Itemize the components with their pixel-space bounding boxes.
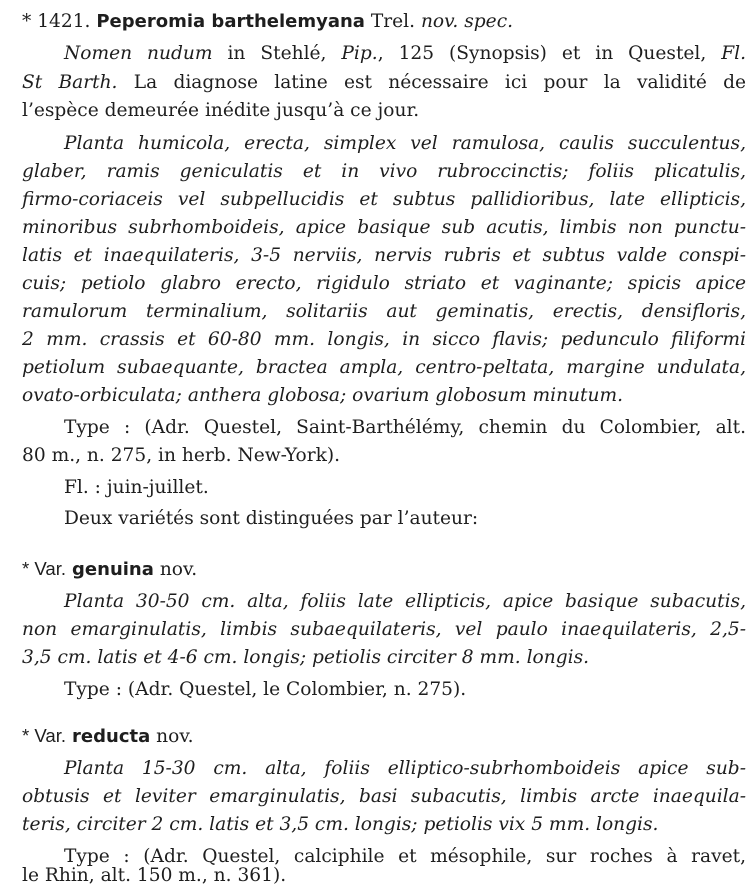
nomen-text: St Barth. xyxy=(22,72,118,93)
variety-type-line: Type : (Adr. Questel, le Colombier, n. 275). xyxy=(64,679,467,700)
diagnosis-line: cuis; petiolo glabro erecto, rigidulo striato et vaginante; spicis apice xyxy=(22,273,746,294)
nomen-text: La diagnose latine est nécessaire ici pour la validité de xyxy=(117,72,746,93)
species-heading xyxy=(22,8,746,37)
species-author: Trel. xyxy=(370,11,416,32)
variety-status: nov. xyxy=(156,726,194,747)
variety-type-line: le Rhin, alt. 150 m., n. 361). xyxy=(22,865,287,886)
diagnosis-line: 2 mm. crassis et 60-80 mm. longis, in sicco flavis; pedunculo filiformi xyxy=(22,329,746,350)
diagnosis-line: ramulorum terminalium, solitariis aut geminatis, erectis, densifloris, xyxy=(22,301,746,322)
nomen-text: Pip. xyxy=(341,43,378,64)
nomen-nudum-text: Nomen nudum xyxy=(64,43,213,64)
species-status: nov. spec. xyxy=(420,11,514,32)
species-name: Peperomia barthelemyana xyxy=(96,11,365,32)
nomen-line-1 xyxy=(64,40,746,69)
diagnosis-line: ovato-orbiculata; anthera globosa; ovarium globosum minutum. xyxy=(22,385,624,406)
varieties-intro: Deux variétés sont distinguées par l’auteur: xyxy=(64,508,479,529)
variety-type-line: Type : (Adr. Questel, calciphile et mésophile, sur roches à ravet, xyxy=(64,846,746,867)
diagnosis-line: Planta humicola, erecta, simplex vel ramulosa, caulis succulentus, xyxy=(64,133,746,154)
variety-diagnosis-line: 3,5 cm. latis et 4-6 cm. longis; petiolis circiter 8 mm. longis. xyxy=(22,647,590,668)
diagnosis-line: latis et inaequilateris, 3-5 nerviis, nervis rubris et subtus valde conspi- xyxy=(22,245,746,266)
variety-diagnosis-line: teris, circiter 2 cm. latis et 3,5 cm. longis; petiolis vix 5 mm. longis. xyxy=(22,814,659,835)
nomen-line-3: l’espèce demeurée inédite jusqu’à ce jour. xyxy=(22,100,420,121)
variety-heading-genuina xyxy=(22,555,746,585)
type-line: Type : (Adr. Questel, Saint-Barthélémy, chemin du Colombier, alt. xyxy=(64,417,746,438)
type-line: 80 m., n. 275, in herb. New-York). xyxy=(22,445,341,466)
variety-diagnosis-line: non emarginulatis, limbis subaequilateris, vel paulo inaequilateris, 2,5- xyxy=(22,619,746,640)
nomen-line-2 xyxy=(22,69,746,98)
variety-name: genuina xyxy=(72,559,154,580)
nomen-text: Fl. xyxy=(721,43,747,64)
nomen-text: , 125 (Synopsis) et in Questel, xyxy=(377,43,722,64)
diagnosis-line: glaber, ramis geniculatis et in vivo rubroccinctis; foliis plicatulis, xyxy=(22,161,746,182)
flowering-line: Fl. : juin-juillet. xyxy=(64,477,209,498)
variety-name: reducta xyxy=(72,726,151,747)
diagnosis-line: minoribus subrhomboideis, apice basique sub acutis, limbis non punctu- xyxy=(22,217,746,238)
diagnosis-line: firmo-coriaceis vel subpellucidis et subtus pallidioribus, late ellipticis, xyxy=(22,189,746,210)
variety-prefix: * Var. xyxy=(22,725,67,746)
variety-diagnosis-line: Planta 15-30 cm. alta, foliis elliptico-subrhomboideis apice sub- xyxy=(64,758,746,779)
variety-prefix: * Var. xyxy=(22,558,67,579)
variety-diagnosis-line: Planta 30-50 cm. alta, foliis late ellipticis, apice basique subacutis, xyxy=(64,591,746,612)
variety-status: nov. xyxy=(159,559,198,580)
nomen-text: in Stehlé, xyxy=(212,43,342,64)
variety-diagnosis-line: obtusis et leviter emarginulatis, basi subacutis, limbis arcte inaequila- xyxy=(22,786,746,807)
entry-number: * 1421. xyxy=(22,11,91,32)
diagnosis-line: petiolum subaequante, bractea ampla, centro-peltata, margine undulata, xyxy=(22,357,746,378)
variety-heading-reducta xyxy=(22,722,746,752)
